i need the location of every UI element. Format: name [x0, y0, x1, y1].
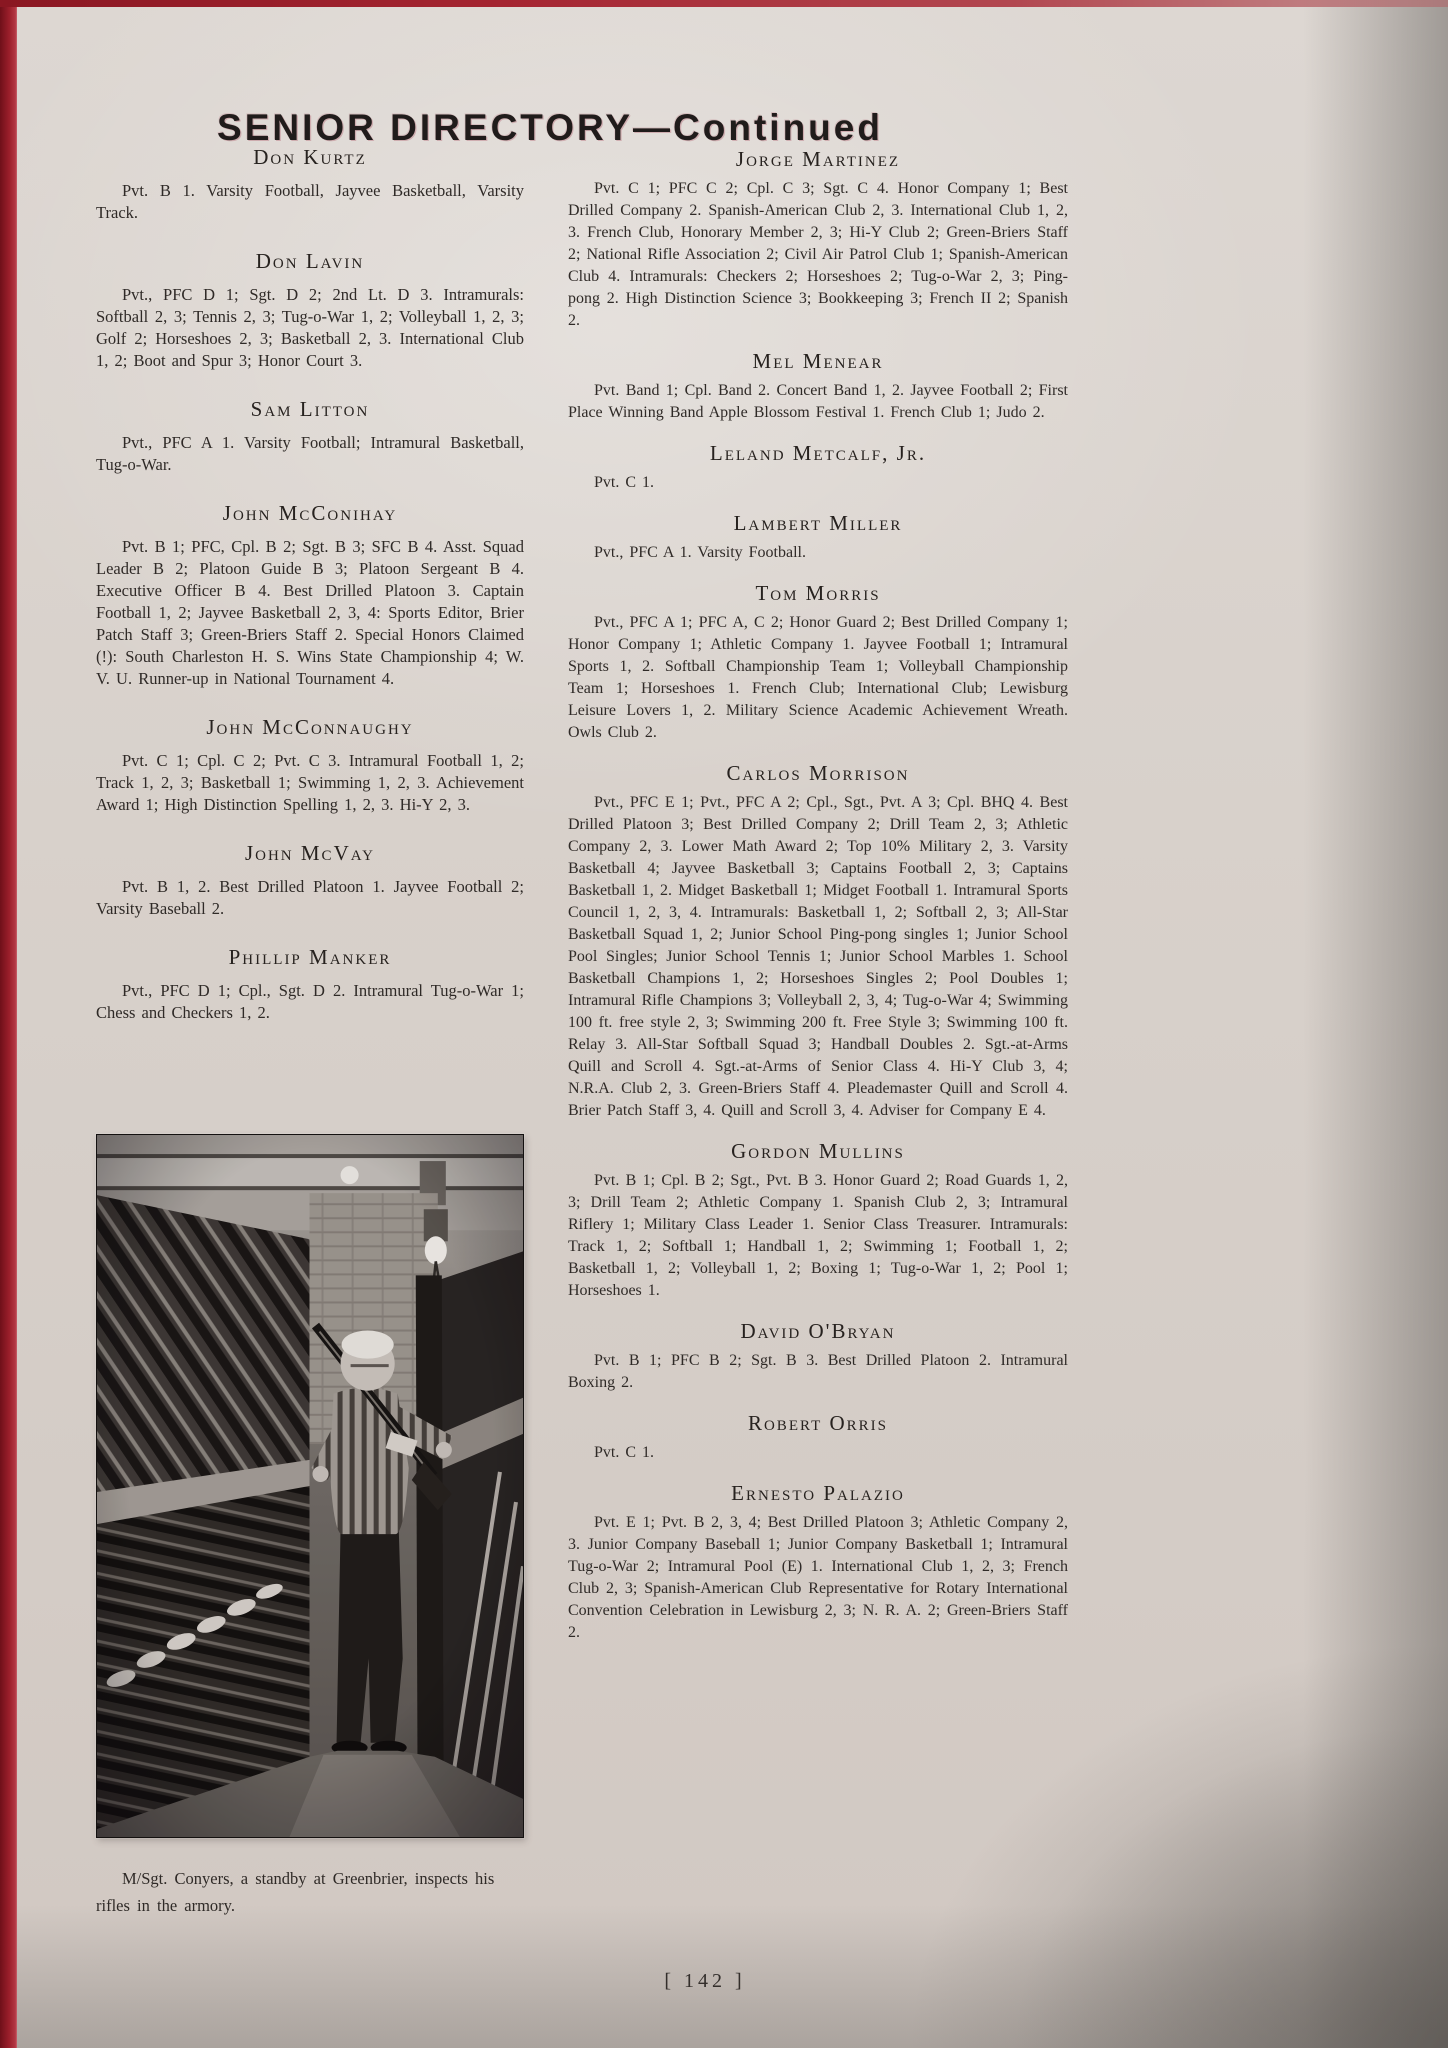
directory-entry — [568, 1480, 1068, 1644]
armory-photo — [96, 1134, 524, 1838]
entry-activities: Pvt. B 1; PFC B 2; Sgt. B 3. Best Drilled Platoon 2. Intramural Boxing 2. — [568, 1352, 1068, 1391]
entry-name: Leland Metcalf, Jr. — [709, 441, 927, 465]
entry-name: David O'Bryan — [740, 1319, 896, 1343]
entry-activities: Pvt., PFC A 1; PFC A, C 2; Honor Guard 2; Best Drilled Company 1; Honor Company 1; Athletic Company 1. Jayvee Football 1; Intramural Sports 1, 2. Softball Championship Team 1; Volleyball Championship Team 1; Horseshoes 1. French Club; International Club; Lewisburg Leisure Lovers 1, 2. Military Science Academic Achievement Wreath. Owls Club 2. — [568, 614, 1068, 741]
directory-entry — [96, 944, 524, 1024]
entry-name: Lambert Miller — [733, 511, 903, 535]
directory-entry — [96, 714, 524, 816]
entry-activities: Pvt., PFC A 1. Varsity Football; Intramural Basketball, Tug-o-War. — [96, 433, 524, 474]
entry-activities: Pvt. B 1. Varsity Football, Jayvee Basketball, Varsity Track. — [96, 181, 524, 222]
entry-name: Mel Menear — [752, 349, 884, 373]
entry-activities: Pvt. Band 1; Cpl. Band 2. Concert Band 1, 2. Jayvee Football 2; First Place Winning Band Apple Blossom Festival 1. French Club 1; Judo 2. — [568, 382, 1068, 421]
book-spine-edge — [0, 0, 17, 2048]
entry-name: Gordon Mullins — [731, 1139, 905, 1163]
entry-name: Carlos Morrison — [726, 761, 910, 785]
entry-activities: Pvt., PFC D 1; Cpl., Sgt. D 2. Intramural Tug-o-War 1; Chess and Checkers 1, 2. — [96, 981, 524, 1022]
entry-name: Robert Orris — [747, 1411, 889, 1435]
directory-entry — [96, 248, 524, 372]
entry-activities: Pvt., PFC A 1. Varsity Football. — [594, 544, 806, 561]
entry-name: Don Lavin — [255, 249, 365, 273]
directory-entry — [96, 396, 524, 476]
page-number: [ 142 ] — [664, 1970, 746, 1992]
entry-activities: Pvt. C 1; Cpl. C 2; Pvt. C 3. Intramural Football 1, 2; Track 1, 2, 3; Basketball 1; Swimming 1, 2, 3. Achievement Award 1; High Distinction Spelling 1, 2, 3. Hi-Y 2, 3. — [96, 751, 524, 814]
entry-activities: Pvt. C 1; PFC C 2; Cpl. C 3; Sgt. C 4. Honor Company 1; Best Drilled Company 2. Spanish-American Club 2, 3. International Club 1, 2, 3. French Club, Honorary Member 2, 3; Hi-Y Club 2; Green-Briers Staff 2; National Rifle Association 2; Civil Air Patrol Club 1; Spanish-American Club 4. Intramurals: Checkers 2; Horseshoes 2; Tug-o-War 2, 3; Ping-pong 2. High Distinction Science 3; Bookkeeping 3; French II 2; Spanish 2. — [568, 180, 1068, 329]
entry-activities: Pvt. E 1; Pvt. B 2, 3, 4; Best Drilled Platoon 3; Athletic Company 2, 3. Junior Company Baseball 1; Junior Company Basketball 1; Intramural Tug-o-War 2; Intramural Pool (E) 1. International Club 1, 2, 3; French Club 2, 3; Spanish-American Club Representative for Rotary International Convention Celebration in Lewisburg 2, 3; N. R. A. 2; Green-Briers Staff 2. — [568, 1514, 1068, 1641]
entry-activities: Pvt. C 1. — [594, 474, 655, 491]
entry-activities: Pvt. C 1. — [594, 1444, 655, 1461]
directory-entry — [96, 144, 524, 224]
entry-name: Ernesto Palazio — [731, 1481, 905, 1505]
entry-activities: Pvt. B 1; PFC, Cpl. B 2; Sgt. B 3; SFC B 4. Asst. Squad Leader B 2; Platoon Guide B 3; Platoon Sergeant B 4. Executive Officer B 4. Best Drilled Platoon 3. Captain Football 1, 2; Jayvee Basketball 2, 3, 4: Sports Editor, Brier Patch Staff 3; Green-Briers Staff 2. Special Honors Claimed (!): South Charleston H. S. Wins State Championship 4; W. V. U. Runner-up in National Tournament 4. — [96, 537, 524, 688]
entry-name: John McConnaughy — [206, 715, 414, 739]
entry-name: John McConihay — [222, 501, 398, 525]
directory-entry — [568, 146, 1068, 332]
left-column — [96, 136, 524, 1024]
directory-entry — [568, 510, 1068, 564]
entry-name: John McVay — [244, 841, 376, 865]
directory-entry — [568, 580, 1068, 744]
directory-entry — [568, 440, 1068, 494]
entry-name: Sam Litton — [250, 397, 370, 421]
directory-entry — [96, 500, 524, 690]
directory-entry — [96, 840, 524, 920]
entry-name: Jorge Martinez — [735, 147, 901, 171]
directory-entry — [568, 1410, 1068, 1464]
entry-activities: Pvt. B 1, 2. Best Drilled Platoon 1. Jayvee Football 2; Varsity Baseball 2. — [96, 877, 524, 918]
photo-caption: M/Sgt. Conyers, a standby at Greenbrier, inspects his rifles in the armory. — [96, 1868, 495, 1915]
directory-entry — [568, 1318, 1068, 1394]
page-title: SENIOR DIRECTORY—Continued — [217, 106, 883, 148]
right-column — [568, 136, 1068, 1644]
entry-name: Tom Morris — [755, 581, 881, 605]
page-top-edge — [0, 0, 1448, 7]
entry-name: Don Kurtz — [253, 145, 367, 169]
directory-entry — [568, 348, 1068, 424]
directory-entry — [568, 760, 1068, 1122]
entry-activities: Pvt. B 1; Cpl. B 2; Sgt., Pvt. B 3. Honor Guard 2; Road Guards 1, 2, 3; Drill Team 2; Athletic Company 1. Spanish Club 2, 3; Intramural Riflery 1; Military Class Leader 1. Senior Class Treasurer. Intramurals: Track 1, 2; Softball 1; Handball 1, 2; Swimming 1; Football 1, 2; Basketball 1, 2; Volleyball 1, 2; Boxing 1; Tug-o-War 1, 2; Pool 1; Horseshoes 1. — [568, 1172, 1068, 1299]
entry-activities: Pvt., PFC E 1; Pvt., PFC A 2; Cpl., Sgt., Pvt. A 3; Cpl. BHQ 4. Best Drilled Platoon 3; Best Drilled Company 2; Drill Team 2, 3; Athletic Company 2, 3. Lower Math Award 2; Top 10% Military 2, 3. Varsity Basketball 4; Jayvee Basketball 3; Captains Football 2, 3; Captains Basketball 1, 2. Midget Basketball 1; Midget Football 1. Intramural Sports Council 1, 2, 3, 4. Intramurals: Basketball 1, 2; Softball 2, 3; All-Star Basketball Squad 1, 2; Junior School Ping-pong singles 1; Junior School Pool Singles; Junior School Tennis 1; Junior School Marbles 1. School Basketball Champions 1, 2; Horseshoes Singles 2; Pool Doubles 1; Intramural Rifle Champions 3; Volleyball 2, 3, 4; Tug-o-War 4; Swimming 100 ft. free style 2, 3; Swimming 200 ft. Free Style 3; Swimming 100 ft. Relay 3. All-Star Softball Squad 3; Handball Doubles 2. Sgt.-at-Arms Quill and Scroll 4. Sgt.-at-Arms of Senior Class 4. Hi-Y Club 3, 4; N.R.A. Club 2, 3. Green-Briers Staff 4. Pleademaster Quill and Scroll 4. Brier Patch Staff 3, 4. Quill and Scroll 3, 4. Adviser for Company E 4. — [568, 794, 1068, 1119]
directory-entry — [568, 1138, 1068, 1302]
entry-activities: Pvt., PFC D 1; Sgt. D 2; 2nd Lt. D 3. Intramurals: Softball 2, 3; Tennis 2, 3; Tug-o-War 1, 2; Volleyball 1, 2, 3; Golf 2; Horseshoes 2, 3; Basketball 2, 3. International Club 1, 2; Boot and Spur 3; Honor Court 3. — [96, 285, 524, 370]
entry-name: Phillip Manker — [228, 945, 392, 969]
page-bottom-shadow — [888, 1628, 1448, 2048]
